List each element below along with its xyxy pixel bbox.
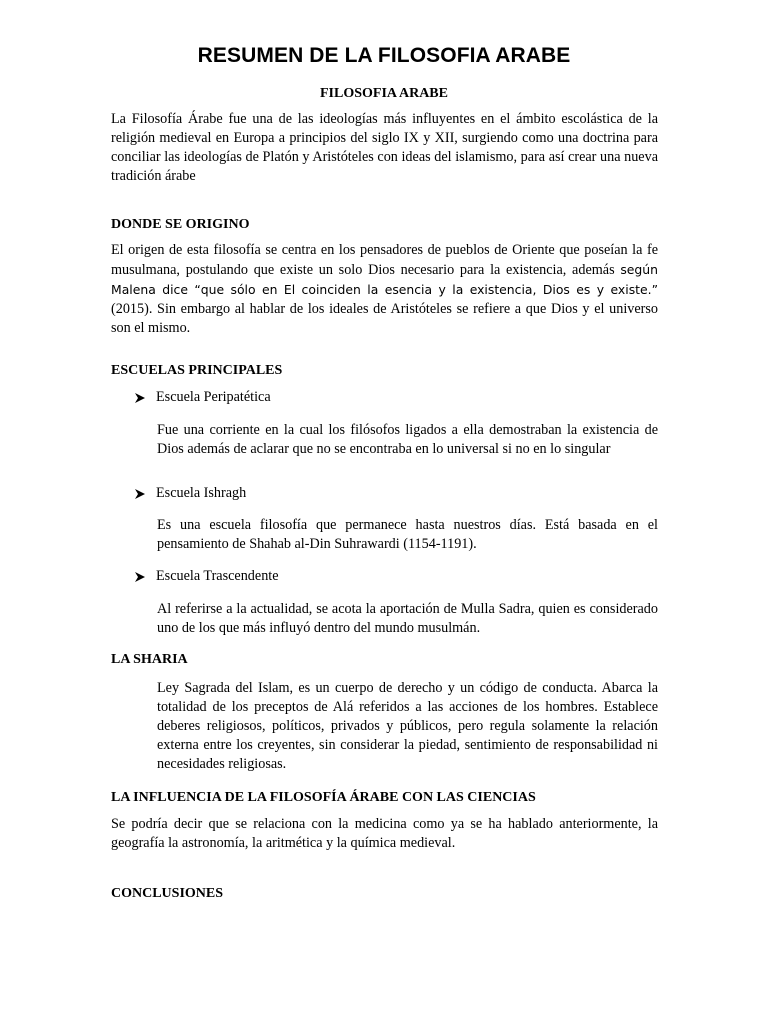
sciences-paragraph: Se podría decir que se relaciona con la medicina como ya se ha hablado anteriormente, la geografía la astronomía, la aritmética y la química medieval.	[111, 816, 658, 851]
intro-paragraph: La Filosofía Árabe fue una de las ideologías más influyentes en el ámbito escolástica de la religión medieval en Europa a principios del siglo IX y XII, surgiendo como una doctrina para conciliar las ideologías de Platón y Aristóteles con ideas del islamismo, para así crear una nueva tradición árabe	[111, 111, 658, 184]
school-name: Escuela Ishragh	[156, 485, 247, 501]
arrow-bullet-icon	[134, 571, 146, 583]
origin-text-after: (2015). Sin embargo al hablar de los ideales de Aristóteles se refiere a que Dios y el universo son el mismo.	[111, 301, 658, 336]
origin-text-before: El origen de esta filosofía se centra en los pensadores de pueblos de Oriente que poseían la fe musulmana, postulando que existe un solo Dios necesario para la existencia, además	[111, 242, 658, 278]
school-bullet-1	[134, 388, 271, 407]
sharia-heading: LA SHARIA	[111, 652, 188, 667]
sciences-heading: LA INFLUENCIA DE LA FILOSOFÍA ÁRABE CON LAS CIENCIAS	[111, 790, 536, 805]
school-description: Al referirse a la actualidad, se acota la aportación de Mulla Sadra, quien es considerado uno de los que más influyó dentro del mundo musulmán.	[157, 601, 658, 636]
arrow-bullet-icon	[134, 488, 146, 500]
document-subtitle: FILOSOFIA ARABE	[320, 86, 448, 101]
origin-heading: DONDE SE ORIGINO	[111, 217, 250, 232]
origin-paragraph	[111, 241, 658, 338]
schools-heading: ESCUELAS PRINCIPALES	[111, 363, 283, 378]
conclusions-heading: CONCLUSIONES	[111, 886, 224, 901]
school-name: Escuela Trascendente	[156, 568, 279, 584]
arrow-bullet-icon	[134, 392, 146, 404]
school-name: Escuela Peripatética	[156, 389, 271, 405]
school-description: Fue una corriente en la cual los filósofos ligados a ella demostraban la existencia de Dios además de aclarar que no se encontraba en lo universal si no en lo singular	[157, 422, 658, 457]
school-bullet-2	[134, 484, 246, 503]
sharia-paragraph: Ley Sagrada del Islam, es un cuerpo de derecho y un código de conducta. Abarca la totalidad de los preceptos de Alá referidos a las acciones de los hombres. Establece deberes religiosos, políticos, privados y públicos, pero regula solamente la relación externa entre los creyentes, sin considerar la piedad, sentimiento de responsabilidad ni necesidades religiosas.	[157, 680, 658, 772]
school-description: Es una escuela filosofía que permanece hasta nuestros días. Está basada en el pensamiento de Shahab al-Din Suhrawardi (1154-1191).	[157, 517, 658, 552]
school-bullet-3	[134, 567, 279, 586]
document-title: RESUMEN DE LA FILOSOFIA ARABE	[197, 44, 571, 67]
origin-quote: según Malena dice “que sólo en El coinciden la esencia y la existencia, Dios es y existe.”	[111, 262, 658, 297]
